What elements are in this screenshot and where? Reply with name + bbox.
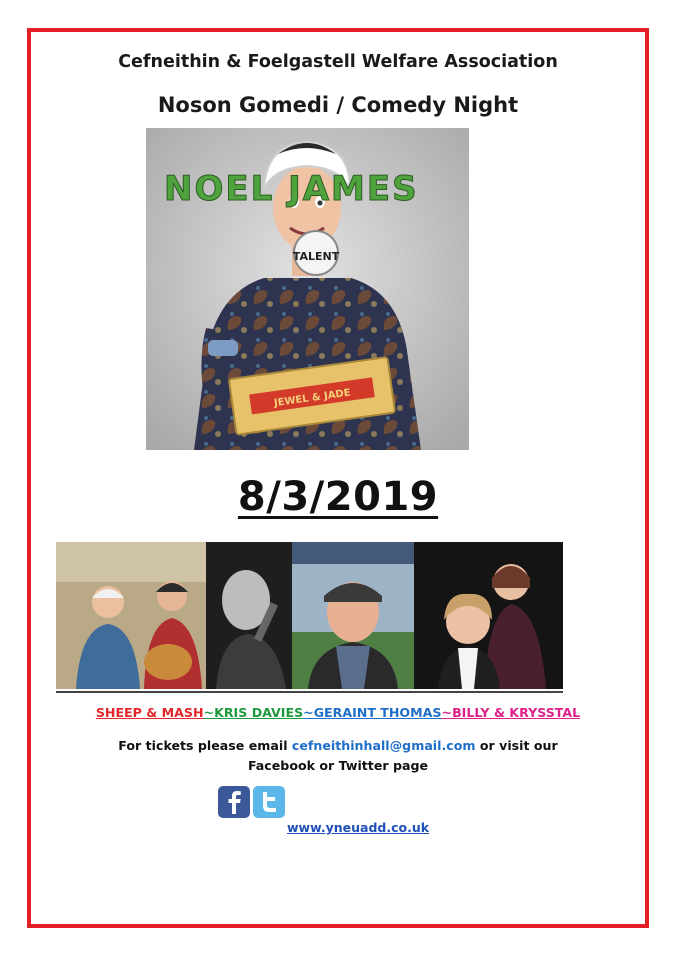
act-sheep-and-mash: SHEEP & MASH bbox=[95, 705, 204, 720]
photo-strip-divider bbox=[56, 691, 563, 693]
event-title: Noson Gomedi / Comedy Night bbox=[157, 93, 519, 117]
act-kris-davies: KRIS DAVIES bbox=[214, 705, 304, 720]
ticket-prop-text: JEWEL & JADE bbox=[273, 387, 352, 410]
tickets-prefix: For tickets please email bbox=[118, 738, 288, 753]
organization-name: Cefneithin & Foelgastell Welfare Association bbox=[118, 52, 558, 72]
tickets-info bbox=[0, 736, 676, 776]
headliner-photo bbox=[146, 128, 469, 450]
tickets-email-link[interactable]: cefneithinhall@gmail.com bbox=[291, 738, 476, 753]
facebook-icon[interactable] bbox=[218, 786, 250, 818]
event-date-text: 8/3/2019 bbox=[237, 474, 439, 520]
twitter-icon[interactable] bbox=[253, 786, 285, 818]
event-date bbox=[0, 474, 676, 520]
headliner-illustration bbox=[146, 128, 469, 450]
act-separator: ~ bbox=[441, 705, 453, 720]
supporting-acts-photos bbox=[56, 542, 563, 689]
headliner-logo: NOEL JAMES bbox=[164, 169, 419, 209]
supporting-acts-photo-strip bbox=[56, 542, 563, 689]
tickets-line-2: Facebook or Twitter page bbox=[247, 758, 429, 773]
social-icons bbox=[218, 786, 285, 818]
act-separator: ~ bbox=[303, 705, 314, 720]
badge-text: TALENT bbox=[292, 250, 340, 263]
act-separator: ~ bbox=[203, 705, 215, 720]
act-geraint-thomas: GERAINT THOMAS bbox=[313, 705, 442, 720]
tickets-suffix: or visit our bbox=[479, 738, 558, 753]
acts-lineup bbox=[0, 705, 676, 720]
act-billy-and-krysstal: BILLY & KRYSSTAL bbox=[452, 705, 581, 720]
website-link[interactable]: www.yneuadd.co.uk bbox=[287, 820, 430, 835]
tickets-line-1 bbox=[0, 736, 676, 756]
